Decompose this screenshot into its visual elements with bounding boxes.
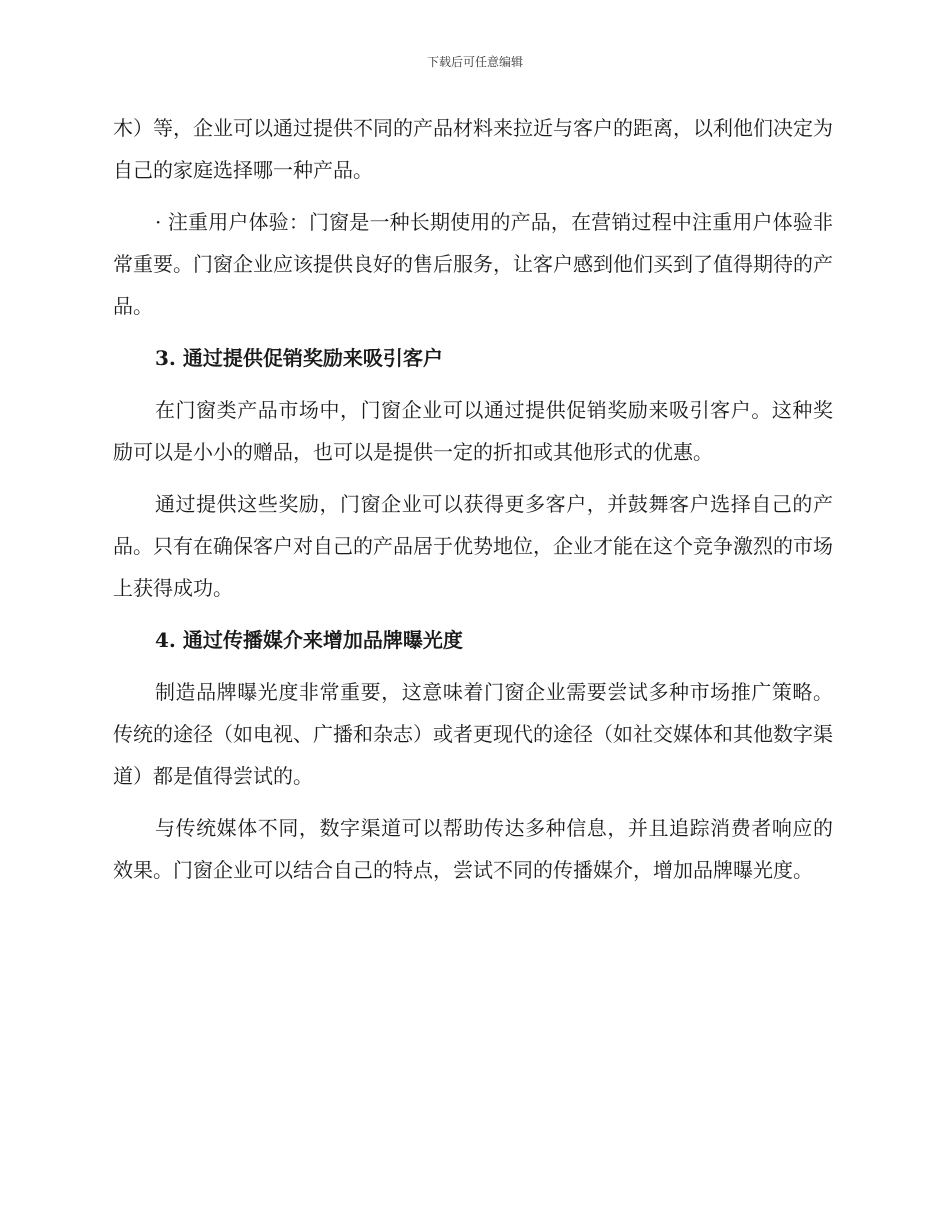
- section-heading-3: 3. 通过提供促销奖励来吸引客户: [155, 346, 443, 370]
- paragraph-promotion-1: 在门窗类产品市场中，门窗企业可以通过提供促销奖励来吸引客户。这种奖励可以是小小的赠品，也可以是提供一定的折扣或其他形式的优惠。: [113, 398, 833, 464]
- section-heading-4: 4. 通过传播媒介来增加品牌曝光度: [155, 628, 463, 652]
- paragraph-promotion-2: 通过提供这些奖励，门窗企业可以获得更多客户，并鼓舞客户选择自己的产品。只有在确保客户对自己的产品居于优势地位，企业才能在这个竞争激烈的市场上获得成功。: [113, 492, 833, 600]
- document-body: [113, 107, 833, 901]
- paragraph-media-1: 制造品牌曝光度非常重要，这意味着门窗企业需要尝试多种市场推广策略。传统的途径（如电视、广播和杂志）或者更现代的途径（如社交媒体和其他数字渠道）都是值得尝试的。: [113, 680, 833, 788]
- paragraph-continued: 木）等，企业可以通过提供不同的产品材料来拉近与客户的距离，以利他们决定为自己的家庭选择哪一种产品。: [113, 116, 833, 182]
- page-header: 下载后可任意编辑: [426, 55, 523, 69]
- paragraph-user-experience: · 注重用户体验：门窗是一种长期使用的产品，在营销过程中注重用户体验非常重要。门窗企业应该提供良好的售后服务，让客户感到他们买到了值得期待的产品。: [113, 210, 833, 318]
- paragraph-media-2: 与传统媒体不同，数字渠道可以帮助传达多种信息，并且追踪消费者响应的效果。门窗企业可以结合自己的特点，尝试不同的传播媒介，增加品牌曝光度。: [113, 816, 833, 882]
